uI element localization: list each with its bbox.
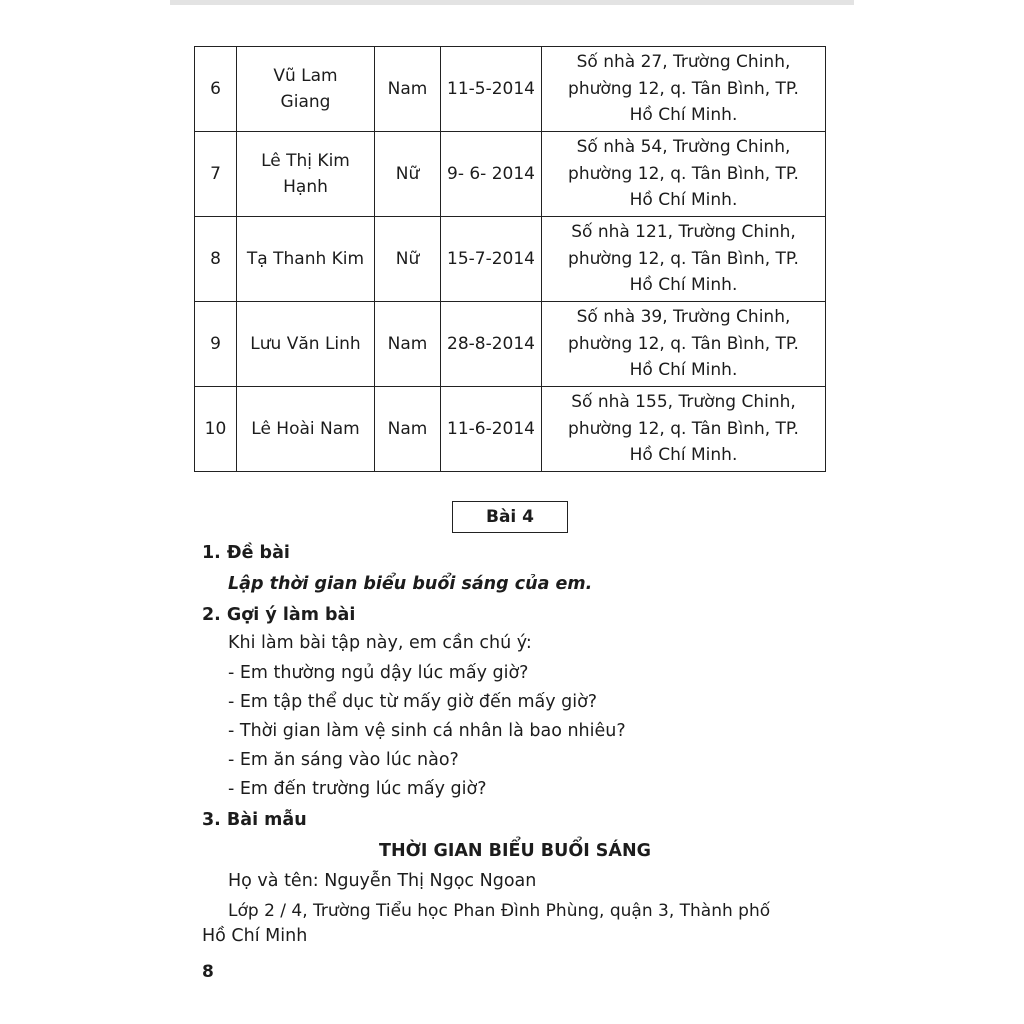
hint-item: - Em thường ngủ dậy lúc mấy giờ? bbox=[228, 663, 529, 683]
hint-item: - Em ăn sáng vào lúc nào? bbox=[228, 750, 459, 770]
cell-dob: 28-8-2014 bbox=[441, 302, 542, 387]
cell-gender: Nữ bbox=[375, 132, 441, 217]
cell-stt: 9 bbox=[195, 302, 237, 387]
cell-gender: Nữ bbox=[375, 217, 441, 302]
cell-address: Số nhà 27, Trường Chinh, phường 12, q. Tân Bình, TP. Hồ Chí Minh. bbox=[542, 47, 826, 132]
section-2-heading: 2. Gợi ý làm bài bbox=[202, 605, 356, 625]
sample-class-line: Lớp 2 / 4, Trường Tiểu học Phan Đình Phùng, quận 3, Thành phố bbox=[228, 901, 771, 921]
table-row bbox=[195, 47, 826, 132]
section-1-heading: 1. Đề bài bbox=[202, 543, 290, 563]
cell-gender: Nam bbox=[375, 387, 441, 472]
cell-gender: Nam bbox=[375, 302, 441, 387]
assignment-prompt: Lập thời gian biểu buổi sáng của em. bbox=[228, 574, 593, 594]
page-number: 8 bbox=[202, 962, 214, 982]
cell-dob: 9- 6- 2014 bbox=[441, 132, 542, 217]
cell-dob: 15-7-2014 bbox=[441, 217, 542, 302]
cell-stt: 7 bbox=[195, 132, 237, 217]
cell-name: Lưu Văn Linh bbox=[237, 302, 375, 387]
cell-name: Tạ Thanh Kim bbox=[237, 217, 375, 302]
cell-address: Số nhà 121, Trường Chinh, phường 12, q. Tân Bình, TP. Hồ Chí Minh. bbox=[542, 217, 826, 302]
page-top-edge bbox=[170, 0, 854, 5]
hint-intro: Khi làm bài tập này, em cần chú ý: bbox=[228, 633, 532, 653]
cell-address: Số nhà 54, Trường Chinh, phường 12, q. Tân Bình, TP. Hồ Chí Minh. bbox=[542, 132, 826, 217]
table-row bbox=[195, 387, 826, 472]
hint-item: - Em tập thể dục từ mấy giờ đến mấy giờ? bbox=[228, 692, 598, 712]
cell-name: Lê Hoài Nam bbox=[237, 387, 375, 472]
table-row bbox=[195, 132, 826, 217]
cell-stt: 10 bbox=[195, 387, 237, 472]
cell-name: Lê Thị Kim Hạnh bbox=[237, 132, 375, 217]
table-row bbox=[195, 302, 826, 387]
sample-class-line: Hồ Chí Minh bbox=[202, 926, 308, 946]
cell-dob: 11-6-2014 bbox=[441, 387, 542, 472]
cell-address: Số nhà 155, Trường Chinh, phường 12, q. Tân Bình, TP. Hồ Chí Minh. bbox=[542, 387, 826, 472]
cell-address: Số nhà 39, Trường Chinh, phường 12, q. Tân Bình, TP. Hồ Chí Minh. bbox=[542, 302, 826, 387]
lesson-title-box: Bài 4 bbox=[452, 501, 568, 533]
student-table bbox=[194, 46, 826, 472]
hint-item: - Thời gian làm vệ sinh cá nhân là bao nhiêu? bbox=[228, 721, 626, 741]
cell-stt: 8 bbox=[195, 217, 237, 302]
cell-dob: 11-5-2014 bbox=[441, 47, 542, 132]
sample-title: THỜI GIAN BIỂU BUỔI SÁNG bbox=[379, 841, 651, 861]
sample-name: Họ và tên: Nguyễn Thị Ngọc Ngoan bbox=[228, 871, 537, 891]
cell-gender: Nam bbox=[375, 47, 441, 132]
table-row bbox=[195, 217, 826, 302]
section-3-heading: 3. Bài mẫu bbox=[202, 810, 307, 830]
hint-item: - Em đến trường lúc mấy giờ? bbox=[228, 779, 487, 799]
cell-stt: 6 bbox=[195, 47, 237, 132]
cell-name: Vũ Lam Giang bbox=[237, 47, 375, 132]
